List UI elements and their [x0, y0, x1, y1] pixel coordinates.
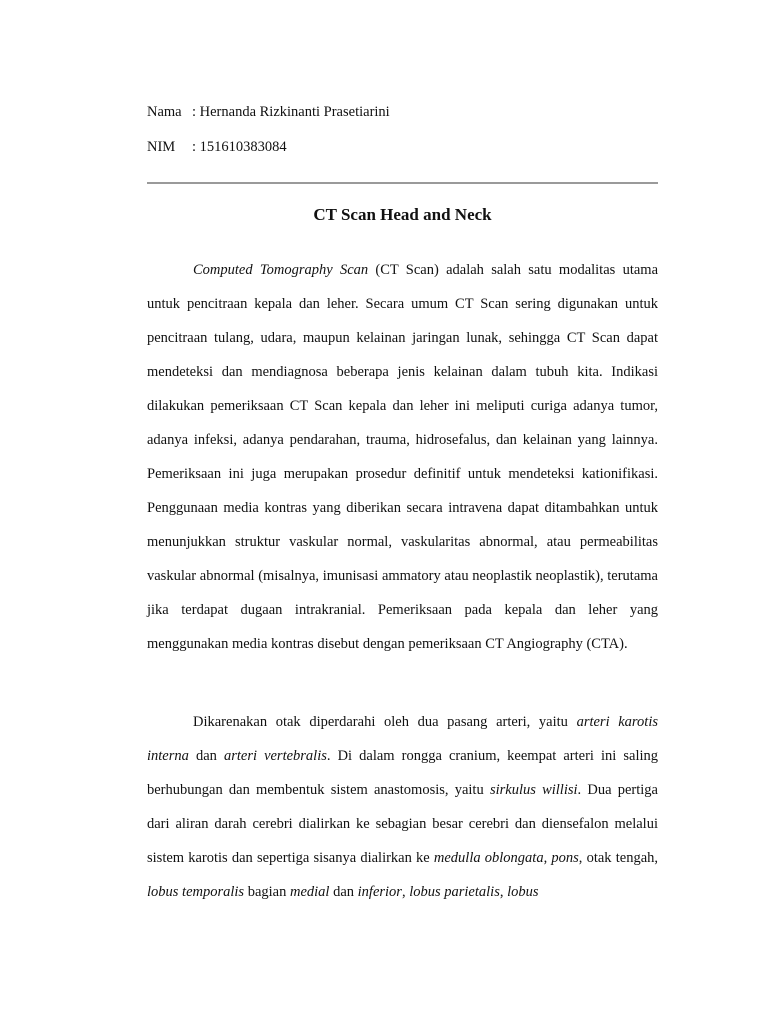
paragraph-2-italic-term: lobus	[507, 884, 539, 900]
paragraph-2-text: . Di dalam rongga cranium, keempat arteri ini saling berhubungan dan membentuk sistem anastomosis, yaitu	[147, 748, 659, 798]
paragraph-2-text: dan	[329, 884, 358, 900]
paragraph-1-term: Computed Tomography Scan	[193, 262, 369, 278]
name-row	[147, 102, 390, 122]
nim-label: NIM	[147, 139, 176, 155]
paragraph-2-italic-term: sirkulus willisi	[489, 782, 578, 798]
paragraph-2-text: ,	[401, 884, 410, 900]
paragraph-2-italic-term: lobus parietalis	[409, 884, 500, 900]
paragraph-2-italic-term: lobus temporalis	[147, 884, 245, 900]
paragraph-2-text: ,	[499, 884, 508, 900]
paragraph-2-italic-term: medial	[289, 884, 330, 900]
paragraph-2-text: bagian	[244, 884, 290, 900]
header-divider	[147, 182, 658, 184]
paragraph-2-text: . Dua pertiga dari aliran darah cerebri dialirkan ke sebagian besar cerebri dan diensefalon melalui sistem karotis dan sepertiga sisanya dialirkan ke	[147, 782, 658, 866]
document-title: CT Scan Head and Neck	[313, 205, 492, 224]
paragraph-2-text: , otak tengah,	[578, 850, 658, 866]
paragraph-2-italic-term: arteri vertebralis	[223, 748, 327, 764]
name-value: : Hernanda Rizkinanti Prasetiarini	[192, 104, 390, 120]
paragraph-2-text: dan	[188, 748, 224, 764]
paragraph-1	[147, 253, 658, 661]
nim-value: : 151610383084	[192, 139, 287, 155]
paragraph-2-text: Dikarenakan otak diperdarahi oleh dua pasang arteri, yaitu	[193, 714, 577, 730]
paragraph-2-italic-term: arteri karotis interna	[147, 714, 658, 764]
paragraph-2	[147, 705, 658, 909]
paragraph-2-text: ,	[543, 850, 552, 866]
paragraph-1-text: (CT Scan) adalah salah satu modalitas utama untuk pencitraan kepala dan leher. Secara umum CT Scan sering digunakan untuk pencitraan tulang, udara, maupun kelainan jaringan lunak, sehingga CT Scan dapat mendeteksi dan mendiagnosa beberapa jenis kelainan dalam tubuh kita. Indikasi dilakukan pemeriksaan CT Scan kepala dan leher ini meliputi curiga adanya tumor, adanya infeksi, adanya pendarahan, trauma, hidrosefalus, dan kelainan yang lainnya. Pemeriksaan ini juga merupakan prosedur definitif untuk mendeteksi kationifikasi. Penggunaan media kontras yang diberikan secara intravena dapat ditambahkan untuk menunjukkan struktur vaskular normal, vaskularitas abnormal, atau permeabilitas vaskular abnormal (misalnya, imunisasi ammatory atau neoplastik neoplastik), terutama jika terdapat dugaan intrakranial. Pemeriksaan pada kepala dan leher yang menggunakan media kontras disebut dengan pemeriksaan CT Angiography (CTA).	[147, 262, 659, 652]
name-label: Nama	[147, 104, 182, 120]
nim-row	[147, 137, 287, 157]
paragraph-2-italic-term: inferior	[357, 884, 402, 900]
paragraph-2-italic-term: medulla oblongata	[433, 850, 544, 866]
paragraph-2-italic-term: pons	[551, 850, 579, 866]
